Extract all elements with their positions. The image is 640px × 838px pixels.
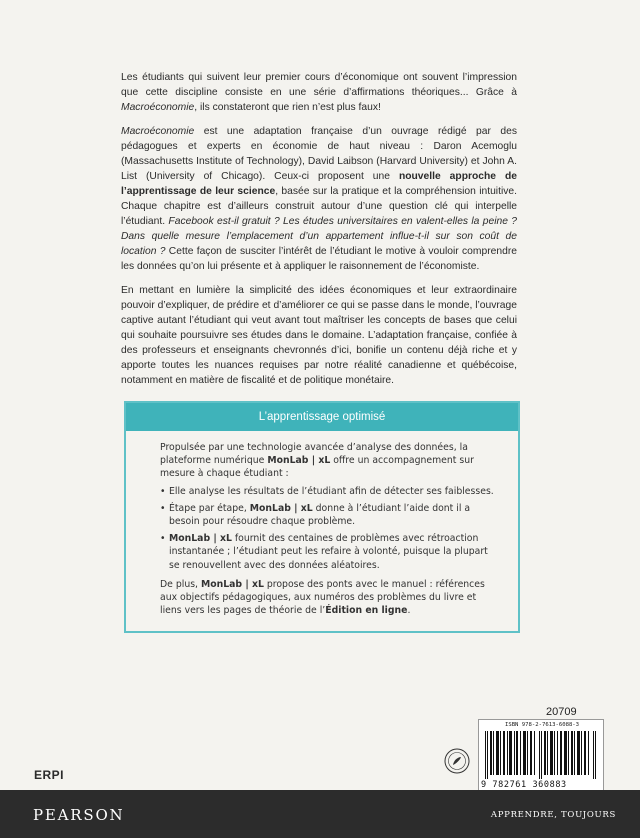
- intro-paragraph-2: Macroéconomie est une adaptation française d’un ouvrage rédigé par des pédagogues et experts en économie de haut niveau : Daron Acemoglu (Massachusetts Institute of Technology), David Laibson (Harvard University) et John A. List (University of Chicago). Ceux-ci proposent une nouvelle approche de l’apprentissage de leur science, basée sur la pratique et la compréhension intuitive. Chaque chapitre est d’ailleurs construit autour d’une question clé qui interpelle l’étudiant. Facebook est-il gratuit ? Les études universitaires en valent-elles la peine ? Dans quelle mesure l’emplacement d’un appartement influe-t-il sur son coût de location ? Cette façon de susciter l’intérêt de l’étudiant le motive à vouloir comprendre les données qu’on lui présente et à appliquer le raisonnement de l’économiste.: [121, 126, 517, 272]
- list-item: • Étape par étape, MonLab | xL donne à l’étudiant l’aide dont il a besoin pour résoudre chaque problème.: [160, 502, 471, 528]
- feature-box-title: L’apprentissage optimisé: [126, 403, 518, 431]
- barcode-number: 9 782761 360883: [481, 780, 567, 790]
- pearson-logo: PEARSON: [33, 806, 125, 824]
- intro-paragraph-1: Les étudiants qui suivent leur premier cours d’économique ont souvent l’impression que cette discipline consiste en une série d’affirmations théoriques... Grâce à Macroéconomie, ils constateront que rien n’est plus faux!: [121, 72, 517, 113]
- fsc-logo-icon: [444, 748, 470, 774]
- product-code: 20709: [546, 706, 577, 718]
- list-item: • MonLab | xL fournit des centaines de problèmes avec rétroaction instantanée ; l’étudiant peut les refaire à volonté, puisque la plupart se renouvellent avec des données aléatoires.: [160, 533, 488, 571]
- box-paragraph-2: De plus, MonLab | xL propose des ponts avec le manuel : références aux objectifs pédagogiques, aux numéros des problèmes du livre et liens vers les pages de théorie de l’Édition en ligne.: [160, 578, 485, 617]
- list-item: • Elle analyse les résultats de l’étudiant afin de détecter ses faiblesses.: [160, 485, 494, 497]
- publisher-name: ERPI: [34, 768, 65, 782]
- book-title: Macroéconomie: [121, 102, 195, 113]
- book-title: Macroéconomie: [121, 126, 195, 137]
- feature-box-body: [126, 431, 518, 617]
- slogan: APPRENDRE, TOUJOURS: [490, 810, 616, 820]
- feature-box: [124, 401, 520, 633]
- barcode-icon: [483, 731, 601, 779]
- feature-list: [160, 485, 498, 572]
- isbn-text: ISBN 978-2-7613-6088-3: [504, 722, 580, 728]
- box-paragraph-1: Propulsée par une technologie avancée d’analyse des données, la plateforme numérique MonLab | xL offre un accompagnement sur mesure à chaque étudiant :: [160, 442, 474, 480]
- isbn-barcode: [478, 719, 604, 791]
- intro-paragraph-3: En mettant en lumière la simplicité des idées économiques et leur extraordinaire pouvoir d’expliquer, de prédire et d’améliorer ce qui se passe dans le monde, l’ouvrage captive autant l’étudiant qui veut avant tout maîtriser les concepts de bases que celui qui souhaite poursuivre ses études dans le domaine. L’adaptation française, confiée à des professeurs et enseignants chevronnés d’ici, bonifie un contenu déjà riche et y apporte toutes les nuances requises par notre réalité canadienne et québécoise, notamment en matière de fiscalité et de politique monétaire.: [121, 285, 517, 386]
- description-text: [121, 70, 517, 397]
